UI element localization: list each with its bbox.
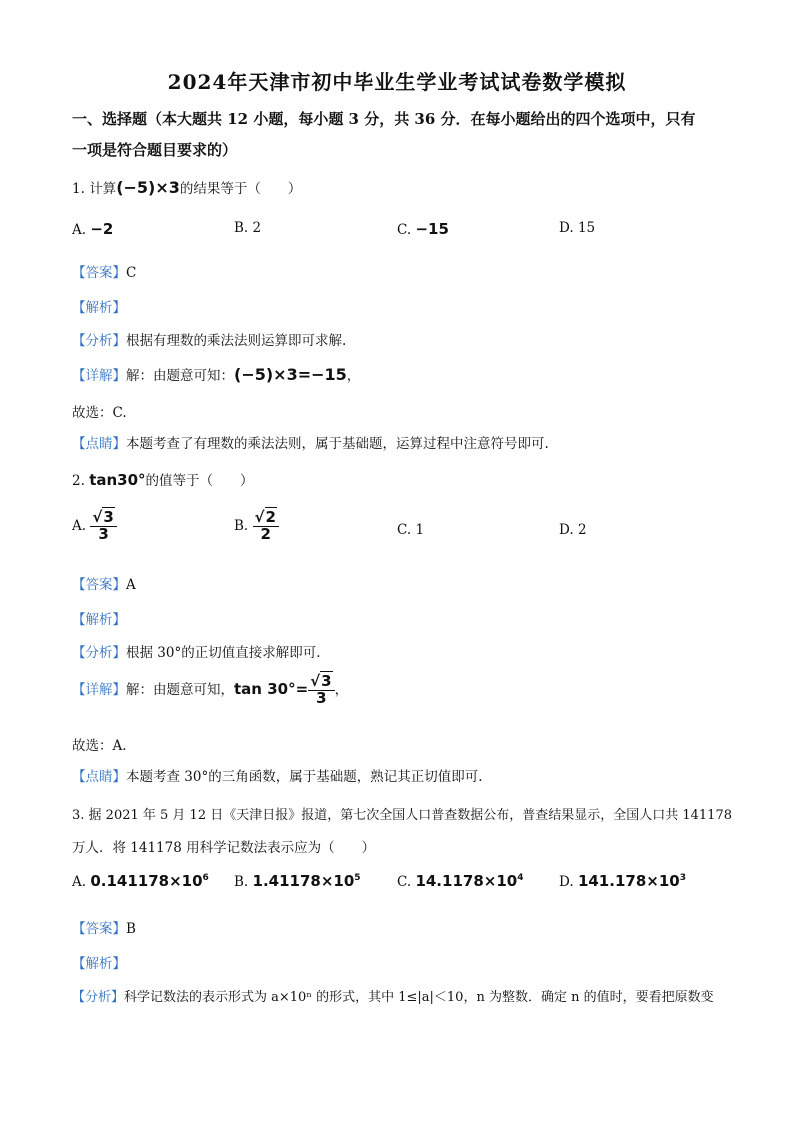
q2-guxuan: 故选：A. [72, 738, 127, 754]
q1-answer: 【答案】C [72, 265, 137, 281]
q1-expression: (−5)×3 [116, 178, 180, 197]
q2-expression: tan30° [89, 471, 146, 489]
q2-option-a: A. $\frac{√3}{3}$ [72, 510, 117, 543]
q1-xiangjie: 【详解】解：由题意可知：(−5)×3=−15， [72, 365, 361, 384]
q2-xiangjie: 【详解】解：由题意可知，tan 30°= $\frac{√3}{3}$ ， [72, 672, 349, 707]
q1-option-b: B. 2 [234, 220, 262, 236]
question-3-line2: 万人．将 141178 用科学记数法表示应为（ ） [72, 840, 376, 856]
q1-analysis-label: 【解析】 [72, 300, 126, 316]
q2-option-b: B. $\frac{√2}{2}$ [234, 510, 279, 543]
q1-option-a: A. −2 [72, 220, 114, 238]
page-title: 2024年天津市初中毕业生学业考试试卷数学模拟 [167, 70, 627, 94]
q3-fenxi: 【分析】科学记数法的表示形式为 a×10ⁿ 的形式，其中 1≤|a|＜10，n 为整数．确定 n 的值时，要看把原数变 [72, 990, 714, 1005]
q1-fenxi: 【分析】根据有理数的乘法法则运算即可求解. [72, 333, 347, 349]
q1-option-c: C. −15 [397, 220, 449, 238]
q1-dianjing: 【点睛】本题考查了有理数的乘法法则，属于基础题，运算过程中注意符号即可. [72, 436, 549, 452]
q3-option-a: A. $0.141178\times 10^6$ [72, 872, 209, 890]
question-1: 1. 计算(−5)×3的结果等于（ ） [72, 178, 302, 197]
q2-option-c: C. 1 [397, 522, 425, 538]
section-header-line1: 一、选择题（本大题共 12 小题，每小题 3 分，共 36 分．在每小题给出的四个选项中，只有 [72, 110, 696, 128]
question-2: 2. tan30°的值等于（ ） [72, 471, 254, 489]
q2-option-d: D. 2 [559, 522, 587, 538]
q3-answer: 【答案】B [72, 921, 136, 937]
q3-analysis-label: 【解析】 [72, 956, 126, 972]
q2-answer: 【答案】A [72, 577, 136, 593]
section-header-line2: 一项是符合题目要求的） [72, 141, 238, 159]
q2-analysis-label: 【解析】 [72, 612, 126, 628]
q1-guxuan: 故选：C. [72, 405, 127, 421]
q2-fenxi: 【分析】根据 30°的正切值直接求解即可. [72, 645, 321, 661]
q3-option-d: D. $141.178\times 10^3$ [559, 872, 686, 890]
q1-option-d: D. 15 [559, 220, 596, 236]
q3-option-b: B. $1.41178\times 10^5$ [234, 872, 361, 890]
q3-option-c: C. $14.1178\times 10^4$ [397, 872, 524, 890]
question-3-line1: 3. 据 2021 年 5 月 12 日《天津日报》报道，第七次全国人口普查数据公布，普查结果显示，全国人口共 141178 [72, 808, 732, 823]
q2-dianjing: 【点睛】本题考查 30°的三角函数，属于基础题，熟记其正切值即可. [72, 769, 483, 785]
